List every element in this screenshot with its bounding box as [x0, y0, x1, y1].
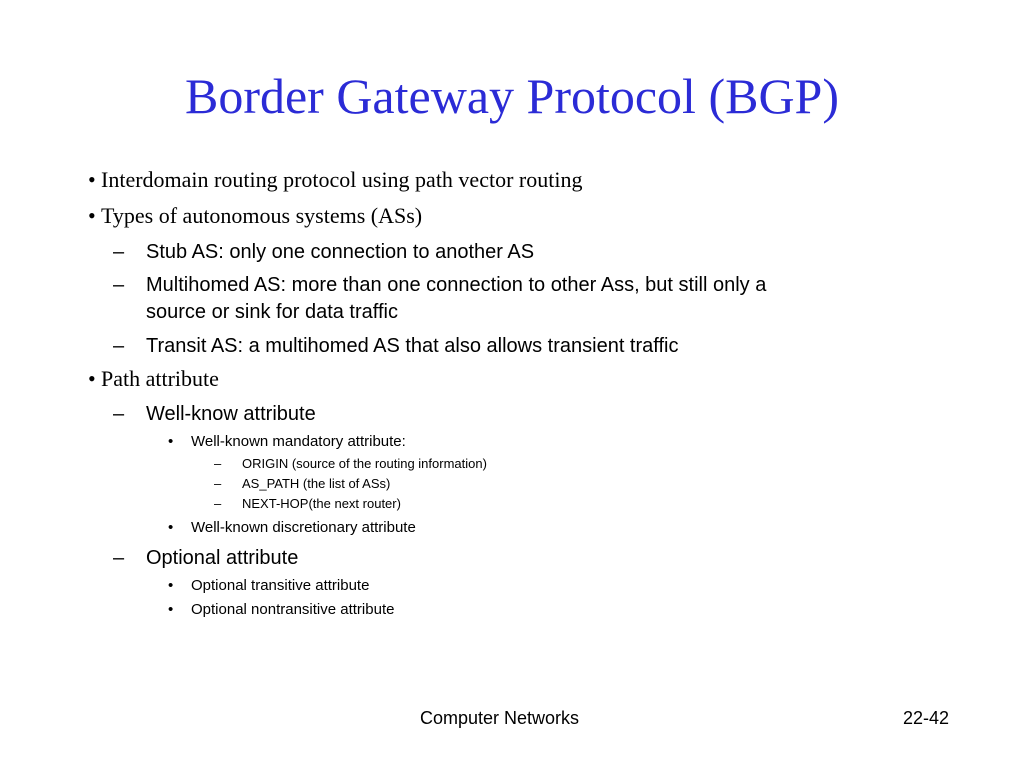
dash-marker: –: [113, 547, 125, 569]
bullet-marker: •: [168, 519, 174, 536]
sub-bullet-as-path: AS_PATH (the list of ASs): [242, 476, 391, 491]
bullet-marker: •: [168, 601, 174, 618]
sub-bullet-multihomed-as-cont: source or sink for data traffic: [146, 301, 398, 323]
bullet-marker: •: [88, 366, 96, 391]
dash-marker: –: [214, 496, 222, 511]
sub-bullet-well-know: Well-know attribute: [146, 403, 316, 425]
bullet-interdomain: Interdomain routing protocol using path vector routing: [101, 167, 583, 192]
sub-bullet-discretionary: Well-known discretionary attribute: [191, 519, 416, 536]
bullet-marker: •: [168, 433, 174, 450]
sub-bullet-mandatory: Well-known mandatory attribute:: [191, 433, 406, 450]
sub-bullet-optional: Optional attribute: [146, 547, 299, 569]
sub-bullet-multihomed-as: Multihomed AS: more than one connection to other Ass, but still only a: [146, 274, 767, 296]
dash-marker: –: [113, 403, 125, 425]
bullet-marker: •: [168, 577, 174, 594]
footer-course: Computer Networks: [420, 708, 580, 728]
bullet-as-types: Types of autonomous systems (ASs): [101, 203, 423, 228]
sub-bullet-transit-as: Transit AS: a multihomed AS that also allows transient traffic: [146, 335, 679, 357]
bullet-path-attribute: Path attribute: [101, 366, 219, 391]
sub-bullet-next-hop: NEXT-HOP(the next router): [242, 496, 401, 511]
dash-marker: –: [113, 274, 125, 296]
sub-bullet-stub-as: Stub AS: only one connection to another AS: [146, 241, 535, 263]
bullet-marker: •: [88, 167, 96, 192]
sub-bullet-optional-transitive: Optional transitive attribute: [191, 577, 370, 594]
bullet-marker: •: [88, 203, 96, 228]
sub-bullet-origin: ORIGIN (source of the routing information): [242, 456, 487, 471]
dash-marker: –: [113, 241, 125, 263]
dash-marker: –: [113, 335, 125, 357]
dash-marker: –: [214, 456, 222, 471]
dash-marker: –: [214, 476, 222, 491]
slide-title: Border Gateway Protocol (BGP): [184, 68, 840, 124]
footer-page-number: 22-42: [903, 708, 950, 728]
sub-bullet-optional-nontransitive: Optional nontransitive attribute: [191, 601, 395, 618]
